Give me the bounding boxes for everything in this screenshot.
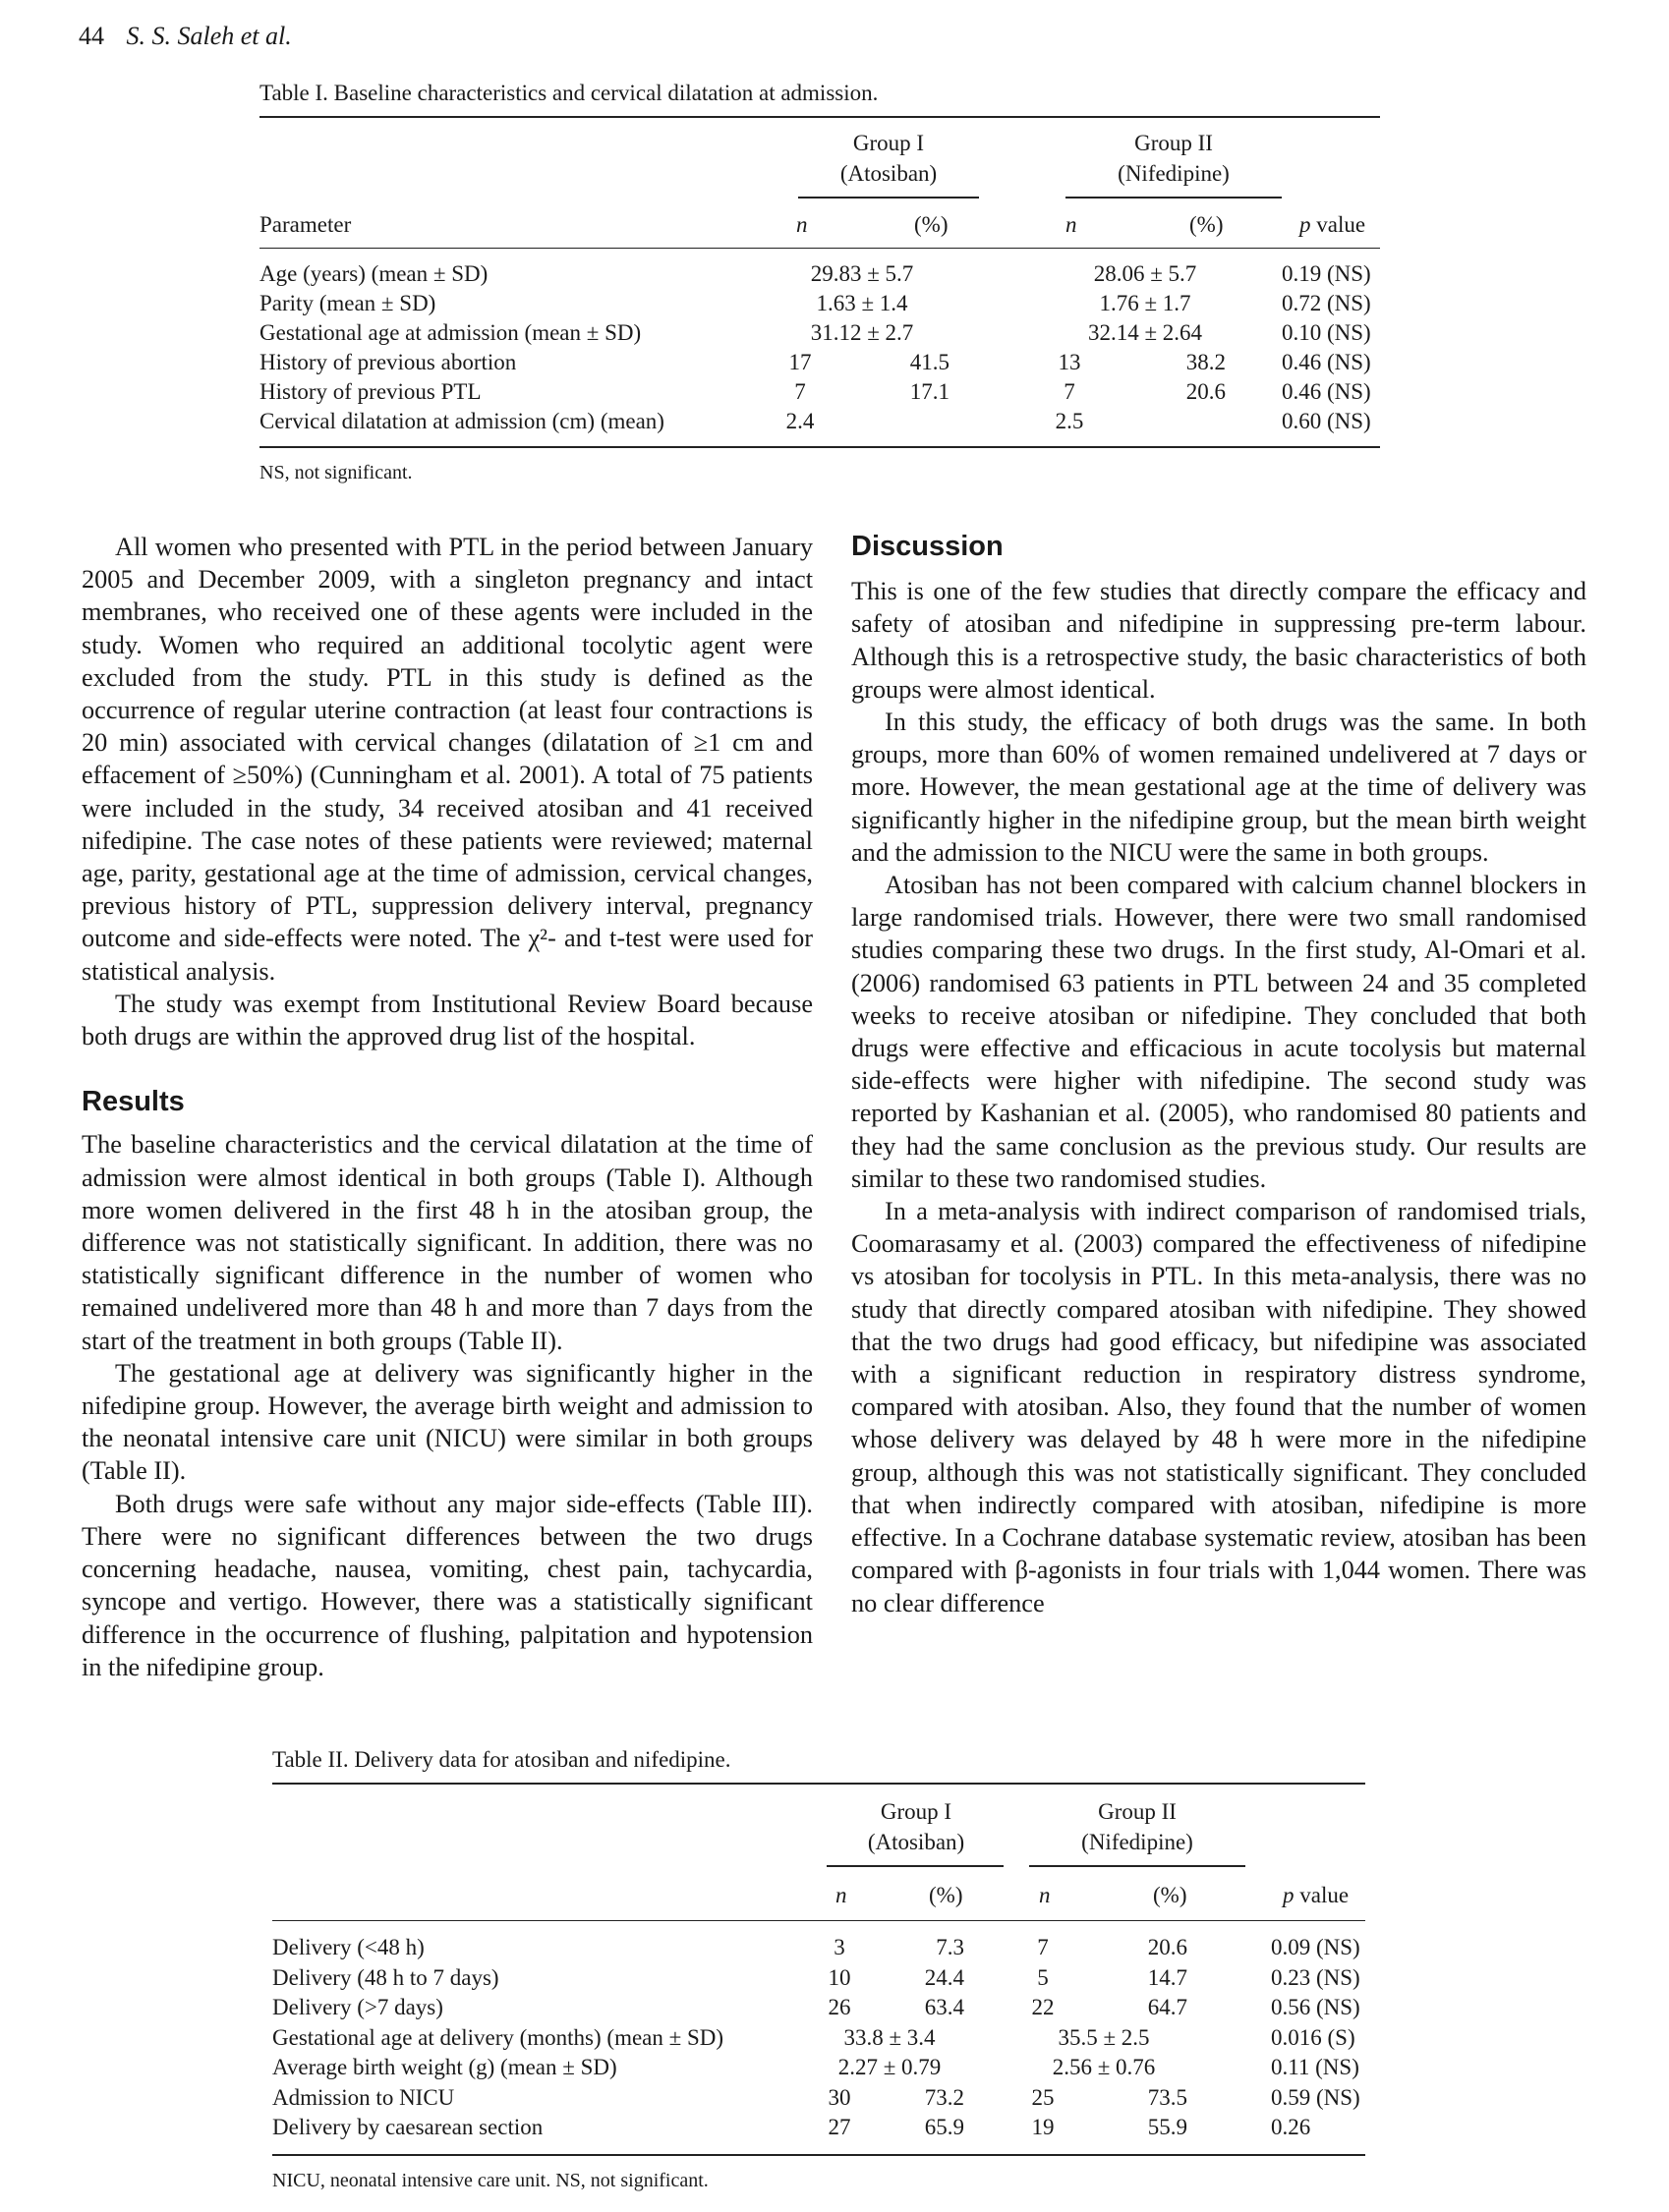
table-footnote: NS, not significant.: [259, 462, 413, 483]
row-parameter: Age (years) (mean ± SD): [259, 261, 489, 286]
row-parameter: Parity (mean ± SD): [259, 291, 436, 315]
cell-group2-n: 7: [1064, 379, 1075, 404]
table-top-rule: [272, 1783, 1365, 1785]
col-pct-group2: (%): [1189, 212, 1224, 237]
table-row: [259, 407, 1380, 436]
cell-group1-mean: 2.27 ± 0.79: [837, 2055, 942, 2079]
cell-group1-mean: 1.63 ± 1.4: [816, 291, 908, 315]
cell-group1-n: 17: [788, 350, 812, 374]
group-1-name: Group I: [852, 131, 925, 155]
col-p-value: p value: [1283, 1883, 1350, 1907]
right-column: [851, 531, 1586, 1619]
results-paragraph-3: Both drugs were safe without any major side-effects (Table III). There were no significant differences between the two drugs concerning headache, nausea, vomiting, chest pain, tachycardia, syncope and vertigo. However, there was a statistically significant difference in the occurrence of flushing, palpitation and hypotension in the nifedipine group.: [82, 1489, 813, 1681]
table-bottom-rule: [272, 2154, 1365, 2156]
cell-group2-mean: 1.76 ± 1.7: [1099, 291, 1191, 315]
group-1-name: Group I: [880, 1799, 952, 1824]
cell-group2-pct: 64.7: [1147, 1995, 1187, 2019]
table-row: [272, 2113, 1365, 2142]
table-row: [272, 2083, 1365, 2113]
discussion-heading: Discussion: [851, 531, 1004, 562]
group-2-name: Group II: [1098, 1799, 1177, 1824]
row-parameter: Average birth weight (g) (mean ± SD): [272, 2055, 617, 2079]
cell-group2-n: 13: [1058, 350, 1081, 374]
cell-p-value: 0.11 (NS): [1271, 2055, 1359, 2079]
group-1-header: [823, 1796, 1009, 1857]
methods-paragraph-2: The study was exempt from Institutional Review Board because both drugs are within the approved drug list of the hospital.: [82, 989, 813, 1051]
discussion-paragraph-3: Atosiban has not been compared with calcium channel blockers in large randomised trials. However, there were two small randomised studies comparing these two drugs. In the first study, Al-Omari et al. (2006) randomised 63 patients in PTL between 24 and 35 completed weeks to receive atosiban or nifedipine. They concluded that both drugs were effective and efficacious in acute tocolysis but maternal side-effects were higher with nifedipine. The second study was reported by Kashanian et al. (2005), who randomised 80 patients and they had the same conclusion as the previous study. Our results are similar to these two randomised studies.: [851, 871, 1586, 1193]
col-pct-group1: (%): [914, 212, 949, 237]
row-parameter: Gestational age at delivery (months) (mean ± SD): [272, 2024, 724, 2050]
col-parameter: Parameter: [259, 212, 352, 237]
cell-group1-pct: 65.9: [924, 2115, 964, 2139]
discussion-paragraph-4: In a meta-analysis with indirect comparison of randomised trials, Coomarasamy et al. (2003) compared the effectiveness of nifedipine vs atosiban for tocolysis in PTL. In this meta-analysis, there was no study that directly compared atosiban with nifedipine. They showed that the two drugs had good efficacy, but nifedipine was associated with a significant reduction in respiratory distress syndrome, compared with atosiban. Also, they found that the number of women whose delivery was delayed by 48 h were more in the nifedipine group, although this was not statistically significant. They concluded that when indirectly compared with atosiban, nifedipine is more effective. In a Cochrane database systematic review, atosiban has been compared with β-agonists in four trials with 1,044 women. There was no clear difference: [851, 1197, 1586, 1617]
table-row: [272, 1933, 1365, 1962]
results-heading: Results: [82, 1086, 185, 1118]
col-p-value: p value: [1299, 212, 1366, 237]
row-parameter: Admission to NICU: [272, 2084, 455, 2110]
table-row: [272, 1993, 1365, 2022]
cell-group1-pct: 7.3: [936, 1935, 964, 1959]
cell-group2-n: 22: [1031, 1995, 1055, 2019]
page-number: 44: [79, 22, 104, 50]
cell-group1-n: 30: [828, 2084, 851, 2110]
col-n-group1: n: [796, 212, 808, 237]
cell-p-value: 0.19 (NS): [1282, 261, 1371, 286]
group-2-name: Group II: [1134, 131, 1213, 155]
cell-group1-pct: 63.4: [924, 1995, 964, 2019]
row-parameter: Delivery by caesarean section: [272, 2115, 544, 2139]
cell-group1-n: 10: [828, 1964, 851, 1990]
table-row: [259, 289, 1380, 318]
running-authors: S. S. Saleh et al.: [126, 22, 292, 50]
results-paragraph-1: The baseline characteristics and the cervical dilatation at the time of admission were almost identical in both groups (Table I). Although more women delivered in the first 48 h in the atosiban group, the difference was not statistically significant. In addition, there was no statistically significant difference in the number of women who remained undelivered more than 48 h and more than 7 days from the start of the treatment in both groups (Table II).: [82, 1130, 813, 1355]
cell-p-value: 0.23 (NS): [1271, 1964, 1360, 1990]
table-row: [259, 377, 1380, 407]
group-2-header: [1046, 128, 1301, 189]
row-parameter: Delivery (48 h to 7 days): [272, 1964, 499, 1990]
row-parameter: Cervical dilatation at admission (cm) (mean): [259, 409, 664, 433]
cell-p-value: 0.016 (S): [1271, 2024, 1355, 2050]
col-pct-group1: (%): [929, 1883, 963, 1907]
cell-group2-pct: 14.7: [1147, 1964, 1187, 1990]
table-2: [272, 1747, 1365, 2199]
cell-group2-n: 25: [1031, 2084, 1055, 2110]
cell-group1-n: 7: [794, 379, 806, 404]
cell-group1-n: 2.4: [785, 409, 815, 433]
cell-p-value: 0.46 (NS): [1282, 350, 1371, 374]
group-2-header: [1019, 1796, 1255, 1857]
group-2-rule: [1029, 1865, 1245, 1867]
cell-p-value: 0.09 (NS): [1271, 1935, 1360, 1959]
methods-paragraph-1: All women who presented with PTL in the period between January 2005 and December 2009, with a singleton pregnancy and intact membranes, who received one of these agents were included in the study. Women who required an additional tocolytic agent were excluded from the study. PTL in this study is defined as the occurrence of regular uterine contraction (at least four contractions is 20 min) associated with cervical changes (dilatation of ≥1 cm and effacement of ≥50%) (Cunningham et al. 2001). A total of 75 patients were included in the study, 34 received atosiban and 41 received nifedipine. The case notes of these patients were reviewed; maternal age, parity, gestational age at the time of admission, cervical changes, previous history of PTL, suppression delivery interval, pregnancy outcome and side-effects were noted. The χ²- and t-test were used for statistical analysis.: [82, 533, 813, 986]
table-header-rule: [259, 248, 1380, 249]
row-parameter: Delivery (<48 h): [272, 1935, 425, 1959]
table-row: [272, 2053, 1365, 2082]
cell-group2-pct: 20.6: [1147, 1935, 1187, 1959]
row-parameter: Delivery (>7 days): [272, 1995, 443, 2019]
cell-p-value: 0.46 (NS): [1282, 379, 1371, 404]
cell-group2-n: 7: [1037, 1935, 1049, 1959]
cell-group1-n: 26: [828, 1995, 851, 2019]
row-parameter: Gestational age at admission (mean ± SD): [259, 320, 642, 345]
table-top-rule: [259, 116, 1380, 118]
cell-group1-pct: 24.4: [924, 1964, 964, 1990]
results-paragraph-2: The gestational age at delivery was significantly higher in the nifedipine group. However, the average birth weight and admission to the neonatal intensive care unit (NICU) were similar in both groups (Table II).: [82, 1358, 813, 1486]
cell-p-value: 0.10 (NS): [1282, 320, 1371, 345]
group-1-drug: (Atosiban): [839, 161, 938, 186]
col-n-group2: n: [1039, 1883, 1051, 1907]
discussion-paragraph-2: In this study, the efficacy of both drugs was the same. In both groups, more than 60% of women remained undelivered at 7 days or more. However, the mean gestational age at the time of delivery was significantly higher in the nifedipine group, but the mean birth weight and the admission to the NICU were the same in both groups.: [851, 708, 1586, 867]
group-1-header: [790, 128, 987, 189]
cell-group2-mean: 32.14 ± 2.64: [1087, 320, 1203, 345]
cell-group2-pct: 20.6: [1185, 379, 1226, 404]
cell-group1-pct: 41.5: [909, 350, 950, 374]
cell-group2-n: 19: [1031, 2115, 1055, 2139]
table-row: [272, 2023, 1365, 2053]
cell-group1-mean: 29.83 ± 5.7: [810, 261, 914, 286]
col-pct-group2: (%): [1153, 1883, 1187, 1907]
cell-group1-pct: 73.2: [924, 2084, 964, 2110]
cell-group2-mean: 28.06 ± 5.7: [1093, 261, 1197, 286]
cell-group2-mean: 2.56 ± 0.76: [1052, 2055, 1156, 2079]
table-row: [259, 259, 1380, 289]
cell-group1-n: 3: [834, 1935, 845, 1959]
table-1: [259, 81, 1380, 493]
running-head: [79, 22, 292, 51]
cell-group2-n: 5: [1037, 1964, 1049, 1990]
cell-p-value: 0.60 (NS): [1282, 409, 1371, 433]
table-header-rule: [272, 1920, 1365, 1921]
col-n-group2: n: [1065, 212, 1077, 237]
cell-p-value: 0.26: [1271, 2115, 1311, 2139]
cell-group2-mean: 35.5 ± 2.5: [1058, 2024, 1150, 2050]
cell-group1-mean: 33.8 ± 3.4: [843, 2024, 936, 2050]
group-2-rule: [1065, 197, 1282, 199]
cell-group2-n: 2.5: [1055, 409, 1084, 433]
group-2-drug: (Nifedipine): [1081, 1830, 1193, 1854]
cell-group1-pct: 17.1: [909, 379, 950, 404]
cell-group2-pct: 73.5: [1147, 2084, 1187, 2110]
cell-p-value: 0.72 (NS): [1282, 291, 1371, 315]
group-1-drug: (Atosiban): [867, 1830, 965, 1854]
cell-group2-pct: 55.9: [1147, 2115, 1187, 2139]
table-caption: Table I. Baseline characteristics and cervical dilatation at admission.: [259, 81, 879, 105]
cell-group1-mean: 31.12 ± 2.7: [810, 320, 914, 345]
col-n-group1: n: [835, 1883, 847, 1907]
cell-p-value: 0.59 (NS): [1271, 2084, 1360, 2110]
group-2-drug: (Nifedipine): [1118, 161, 1230, 186]
cell-group1-n: 27: [828, 2115, 851, 2139]
table-row: [259, 318, 1380, 348]
table-bottom-rule: [259, 446, 1380, 448]
row-parameter: History of previous abortion: [259, 350, 517, 374]
group-1-rule: [798, 197, 979, 199]
table-footnote: NICU, neonatal intensive care unit. NS, not significant.: [272, 2170, 709, 2191]
row-parameter: History of previous PTL: [259, 379, 482, 404]
group-1-rule: [827, 1865, 1004, 1867]
table-row: [259, 348, 1380, 377]
cell-p-value: 0.56 (NS): [1271, 1995, 1360, 2019]
left-column: [82, 531, 813, 1683]
discussion-paragraph-1: This is one of the few studies that directly compare the efficacy and safety of atosiban and nifedipine in suppressing pre-term labour. Although this is a retrospective study, the basic characteristics of both groups were almost identical.: [851, 577, 1586, 704]
cell-group2-pct: 38.2: [1185, 350, 1226, 374]
table-row: [272, 1963, 1365, 1993]
table-caption: Table II. Delivery data for atosiban and nifedipine.: [272, 1747, 731, 1772]
